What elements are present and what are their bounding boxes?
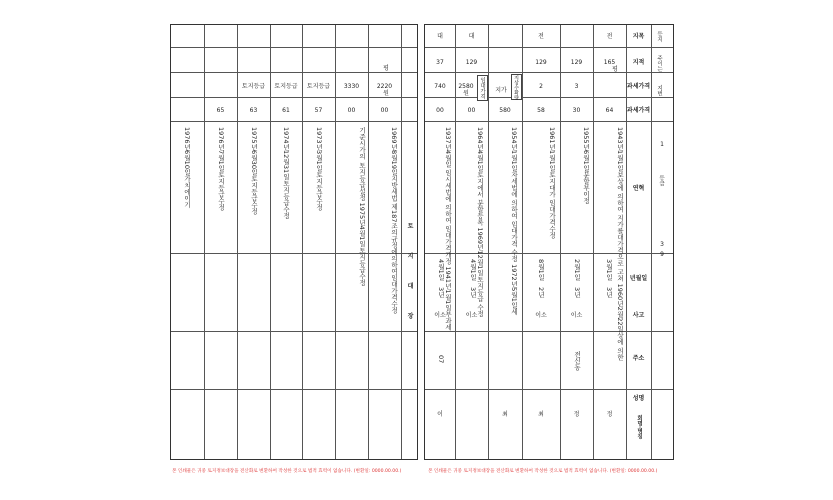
- price-unit: 원: [383, 90, 389, 97]
- history-record-1: 1976년6월10일가치에이기: [183, 127, 191, 208]
- grade-label-3: 토지등급: [306, 83, 331, 90]
- owner-4: 이소: [570, 312, 583, 319]
- area-129-c: 129: [570, 59, 583, 66]
- owner-3: 이소: [535, 312, 547, 319]
- grade-65: 65: [216, 107, 225, 114]
- right-record-1: 1937년4월일 임시세법에 의하여 임대가격개정 1941년1월1일부과세: [444, 127, 452, 331]
- owner-name-5: 정: [606, 411, 613, 418]
- area-unit-right: 평: [612, 66, 618, 73]
- register-title-char-1: 토: [407, 223, 414, 230]
- conversion-notice-right: 본 인쇄물은 귀중 토지정보대장을 전산화로 변환하여 작성한 것으로 법적 효력이 없습니다. (변환일: 0000.00.00.): [428, 469, 658, 474]
- right-record-4: 1961년1월1일토지대가 임대가격수정: [548, 127, 556, 239]
- history-label: 연혁: [632, 185, 645, 192]
- owner-name-2: 최: [502, 411, 508, 418]
- grade-label-right: 등급: [658, 175, 664, 186]
- year-1: 3년: [437, 287, 445, 298]
- date-1: 4월1일: [437, 259, 445, 281]
- register-title-char-3: 대: [407, 283, 414, 290]
- grade-57: 57: [314, 107, 323, 114]
- grade-label-2: 토지등급: [274, 83, 298, 90]
- year-2: 3년: [469, 287, 477, 298]
- date-2: 4월1일: [469, 259, 477, 281]
- price-740: 740: [434, 83, 446, 90]
- right-record-6: 1943년1월1일보상에 의하여 지가를대가격으로 고쳐 1960년2월22일상에 의한: [616, 127, 624, 361]
- land-category-3: 전: [538, 33, 544, 40]
- year-4: 3년: [573, 287, 581, 298]
- price2-64: 64: [605, 107, 614, 114]
- owner-2: 이소: [465, 312, 478, 319]
- area-label: 지적: [632, 59, 645, 66]
- addr-1: 07: [437, 355, 445, 364]
- price-3: 3: [574, 83, 579, 90]
- history-record-3: 1975년6월30일토지등급수정: [250, 127, 258, 215]
- land-category-label: 지목: [632, 33, 645, 40]
- area-129-b: 129: [535, 59, 547, 66]
- price-2: 2: [539, 83, 543, 90]
- name-label: 성명: [632, 395, 645, 402]
- right-side-value-3: 3: [660, 241, 664, 248]
- value-2220: 2220: [376, 83, 393, 90]
- history-record-4: 1974년12월31일토지등급수정: [282, 127, 290, 219]
- price2-30: 30: [572, 107, 581, 114]
- area-129-a: 129: [465, 59, 478, 66]
- company-name-label: 회명·명칭: [636, 415, 642, 440]
- addr-4: 전신동: [573, 351, 581, 371]
- history-record-5: 1973년3월1일토지등급수정: [315, 127, 323, 211]
- owner-name-3: 최: [538, 411, 544, 418]
- owner-name-1: 이: [437, 411, 443, 418]
- grade-63: 63: [249, 107, 258, 114]
- area-37: 37: [436, 59, 444, 66]
- conversion-notice-left: 본 인쇄물은 귀중 토지정보대장을 전산화로 변환하여 작성한 것으로 법적 효력이 없습니다. (변환일: 0000.00.00.): [172, 469, 402, 474]
- date-label: 년월일: [629, 275, 648, 282]
- land-register-right-page: [424, 24, 674, 460]
- value-00-b: 00: [380, 107, 389, 114]
- price2-00-b: 00: [467, 107, 476, 114]
- area-165: 165: [603, 59, 616, 66]
- date-4: 2월1일: [573, 259, 581, 281]
- history-record-2: 1976년7월1일토지등급수정: [217, 127, 225, 211]
- date-3: 8월1일: [537, 259, 545, 281]
- value-00-a: 00: [347, 107, 356, 114]
- land-category-4: 전: [606, 33, 613, 40]
- owner-name-4: 정: [573, 411, 580, 418]
- land-register-left-page: [170, 24, 418, 460]
- price2-580: 580: [499, 107, 511, 114]
- price2-58: 58: [537, 107, 545, 114]
- grade-61: 61: [282, 107, 290, 114]
- land-category-1: 대: [437, 33, 443, 40]
- right-record-2: 1964년4월1일토지에서 분할등록 1969년12월1일토지등급 수정: [476, 127, 484, 317]
- register-title-char-4: 장: [407, 313, 414, 320]
- owner-1: 이소: [434, 312, 446, 319]
- history-record-6: 기준시가의 토지등급설정 1975년4월1일토지등급수정: [358, 127, 366, 286]
- year-3: 2년: [537, 287, 545, 298]
- right-side-value-9: 9: [660, 251, 664, 258]
- register-title-char-2: 지: [407, 253, 414, 260]
- tax-price-label: 과세가격: [626, 83, 651, 90]
- tax-price-label-2: 과세가격: [626, 107, 651, 114]
- lot-number-label: 지번: [656, 85, 662, 96]
- area-unit: 평: [383, 65, 389, 72]
- price-unit-right: 원: [463, 90, 469, 97]
- price2-00-a: 00: [436, 107, 444, 114]
- address-label: 주소: [632, 355, 645, 362]
- history-record-7: 1969년8월19일지방세법 제187조의규정에의하여임대가격수정: [390, 127, 398, 314]
- right-header-labels-2: 주이는: [656, 55, 662, 72]
- right-side-value-1: 1: [660, 141, 664, 148]
- right-header-labels: 등지: [656, 31, 662, 42]
- date-5: 3월1일: [605, 259, 613, 281]
- rental-price-label: 임대가격: [479, 77, 485, 99]
- incident-label: 사고: [632, 312, 645, 319]
- price-2580: 2580: [458, 83, 474, 90]
- right-record-5: 1955년6월1일분할부이정: [582, 127, 590, 204]
- yield-label: 지상수확량: [513, 75, 519, 100]
- right-record-3: 1954년1월1일자세법에 의하여 임대가격 수정 1972년5월1일세: [510, 127, 518, 315]
- land-category-2: 대: [468, 33, 475, 40]
- land-price-label: 지가: [495, 87, 507, 94]
- grade-label-1: 토지등급: [241, 83, 266, 90]
- year-5: 3년: [605, 287, 613, 298]
- value-3330: 3330: [343, 83, 360, 90]
